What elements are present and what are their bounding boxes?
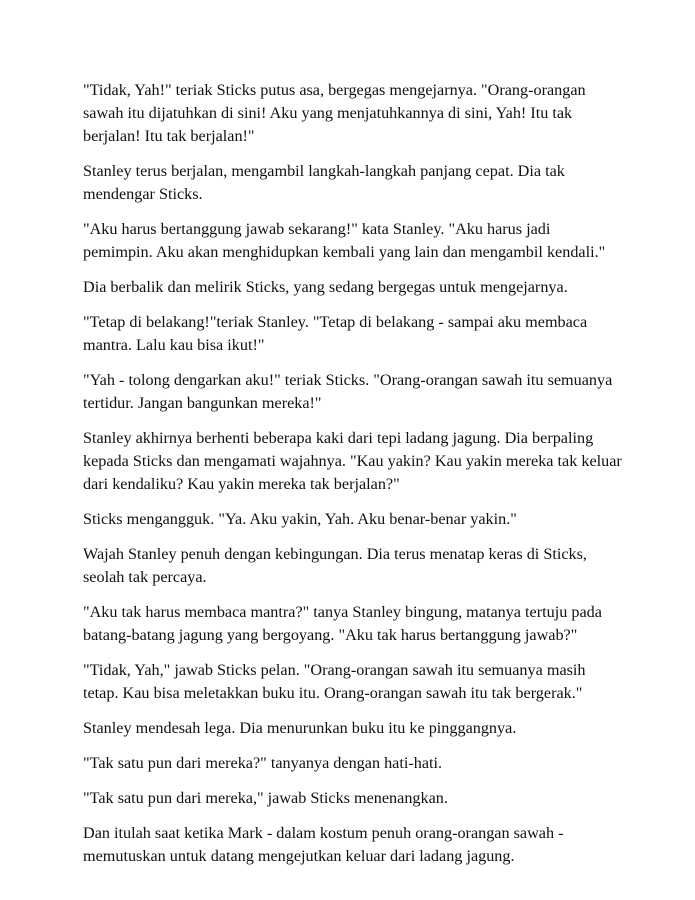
paragraph: Sticks mengangguk. "Ya. Aku yakin, Yah. Aku benar-benar yakin.": [83, 510, 517, 528]
paragraph: "Aku tak harus membaca mantra?" tanya Stanley bingung, matanya tertuju pada batang-batang jagung yang bergoyang. "Aku tak harus bertanggung jawab?": [83, 603, 602, 644]
paragraph: "Tidak, Yah!" teriak Sticks putus asa, bergegas mengejarnya. "Orang-orangan sawah itu dijatuhkan di sini! Aku yang menjatuhkannya di sini, Yah! Itu tak berjalan! Itu tak berjalan!": [83, 81, 586, 145]
paragraph: "Tak satu pun dari mereka," jawab Sticks menenangkan.: [83, 789, 448, 807]
paragraph: "Tak satu pun dari mereka?" tanyanya dengan hati-hati.: [83, 754, 443, 772]
paragraph: Stanley terus berjalan, mengambil langkah-langkah panjang cepat. Dia tak mendengar Sticks.: [83, 162, 565, 203]
paragraph: Dia berbalik dan melirik Sticks, yang sedang bergegas untuk mengejarnya.: [83, 278, 568, 296]
paragraph: Dan itulah saat ketika Mark - dalam kostum penuh orang-orangan sawah - memutuskan untuk datang mengejutkan keluar dari ladang jagung.: [83, 824, 564, 865]
paragraph: "Tidak, Yah," jawab Sticks pelan. "Orang-orangan sawah itu semuanya masih tetap. Kau bisa meletakkan buku itu. Orang-orangan sawah itu tak bergerak.": [83, 661, 586, 702]
paragraph: "Aku harus bertanggung jawab sekarang!" kata Stanley. "Aku harus jadi pemimpin. Aku akan menghidupkan kembali yang lain dan mengambil kendali.": [83, 220, 606, 261]
paragraph: Stanley mendesah lega. Dia menurunkan buku itu ke pinggangnya.: [83, 719, 517, 737]
paragraph: Stanley akhirnya berhenti beberapa kaki dari tepi ladang jagung. Dia berpaling kepada Sticks dan mengamati wajahnya. "Kau yakin? Kau yakin mereka tak keluar dari kendaliku? Kau yakin mereka tak berjalan?": [83, 429, 622, 493]
paragraph: Wajah Stanley penuh dengan kebingungan. Dia terus menatap keras di Sticks, seolah tak percaya.: [83, 545, 587, 586]
paragraph: "Tetap di belakang!"teriak Stanley. "Tetap di belakang - sampai aku membaca mantra. Lalu kau bisa ikut!": [83, 313, 588, 354]
document-body: [83, 79, 623, 880]
paragraph: "Yah - tolong dengarkan aku!" teriak Sticks. "Orang-orangan sawah itu semuanya tertidur. Jangan bangunkan mereka!": [83, 371, 613, 412]
